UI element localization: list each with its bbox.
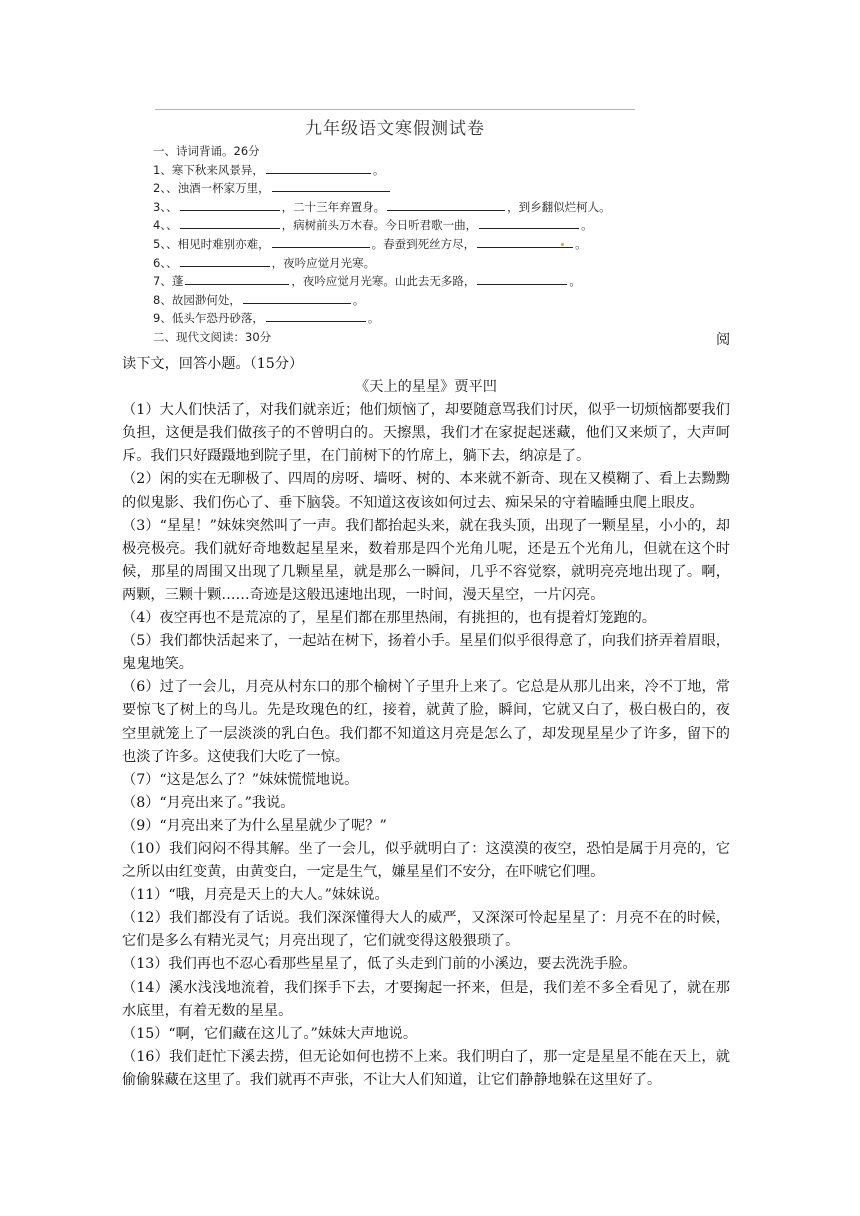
reading-intro: 读下文，回答小题。（15分）: [122, 356, 304, 372]
question-1: 1、寒下秋来风景异， 。: [153, 162, 385, 177]
paragraph: （13）我们再也不忍心看那些星星了，低了头走到门前的小溪边，要去洗洗手脸。: [122, 956, 637, 973]
question-6: 6、、 ，夜吟应觉月光寒。: [153, 255, 376, 270]
section2-heading-line: [153, 328, 753, 347]
section2-right-char: 阅: [716, 332, 731, 348]
passage-title: 《天上的星星》贾平凹: [355, 379, 497, 396]
section1-heading: 一、诗词背诵。26分: [153, 144, 260, 158]
question-7: 7、蓬 ，夜吟应觉月光寒。山此去无多路， 。: [153, 274, 581, 289]
paragraph: （12）我们都没有了话说。我们深深懂得大人的威严，又深深可怜起星星了：月亮不在的时候，它们是多么有精光灵气；月亮出现了，它们就变得这般猥琐了。: [122, 910, 730, 950]
header-rule: [155, 109, 635, 110]
answer-blank[interactable]: [180, 216, 280, 229]
question-8: 8、故园渺何处， 。: [153, 292, 365, 307]
question-2: 2、、浊酒一杯家万里，: [153, 179, 753, 198]
paragraph: （7）“这是怎么了？”妹妹慌慌地说。: [122, 771, 359, 788]
paragraph: （9）“月亮出来了为什么星星就少了呢？”: [122, 817, 387, 834]
answer-blank[interactable]: [185, 272, 289, 285]
section2-heading: 二、现代文阅读：30分: [153, 329, 272, 344]
paragraph: （6）过了一会儿，月亮从村东口的那个榆树丫子里升上来了。它总是从那儿出来，冷不丁地，常要惊飞了树上的鸟儿。先是玫瑰色的红，接着，就黄了脸，瞬间，它就又白了，极白极白的，夜空里就笼上了一层淡淡的乳白色。我们都不知道这月亮是怎么了，却发现星星少了许多，留下的也淡了许多。这使我们大吃了一惊。: [122, 679, 730, 765]
paragraph: （1）大人们快活了，对我们就亲近；他们烦恼了，却要随意骂我们讨厌，似乎一切烦恼都要我们负担，这便是我们做孩子的不曾明白的。天擦黑，我们才在家捉起迷藏，他们又来烦了，大声呵斥。我们只好蹑蹑地到院子里，在门前树下的竹席上，躺下去，纳凉是了。: [122, 402, 730, 465]
page-title: 九年级语文寒假测试卷: [305, 119, 485, 139]
answer-blank[interactable]: [180, 254, 270, 267]
poetry-section: [153, 142, 753, 347]
answer-blank[interactable]: [243, 291, 351, 304]
paragraph: （10）我们闷闷不得其解。坐了一会儿，似乎就明白了：这漠漠的夜空，恐怕是属于月亮的，它之所以由红变黄，由黄变白，一定是生气，嫌星星们不安分，在吓唬它们哩。: [122, 840, 730, 881]
answer-blank[interactable]: [272, 235, 370, 248]
answer-blank[interactable]: [272, 179, 390, 192]
paragraph: （14）溪水浅浅地流着，我们探手下去，才要掬起一抔来，但是，我们差不多全看见了，就在那水底里，有着无数的星星。: [122, 979, 730, 1019]
answer-blank[interactable]: [266, 309, 366, 322]
question-4: 4、、 ，病树前头万木春。今日听君歌一曲， 。: [153, 218, 593, 233]
answer-blank[interactable]: [477, 235, 573, 248]
paragraph: （15）“啊，它们藏在这儿了。”妹妹大声地说。: [122, 1025, 418, 1042]
paragraph: （16）我们赶忙下溪去捞，但无论如何也捞不上来。我们明白了，那一定是星星不能在天上，就偷偷躲藏在这里了。我们就再不声张，不让大人们知道，让它们静静地躲在这里好了。: [122, 1048, 730, 1088]
question-9: 9、低头乍恐丹砂落， 。: [153, 311, 380, 326]
question-3: 3、、 ，二十三年弃置身。 ，到乡翻似烂柯人。: [153, 199, 611, 214]
reading-passage: [122, 353, 730, 1092]
question-5: 5、、相见时难别亦难， 。春蚕到死丝方尽， 。: [153, 236, 587, 251]
answer-blank[interactable]: [477, 272, 567, 285]
answer-blank[interactable]: [180, 198, 280, 211]
answer-blank[interactable]: [479, 216, 579, 229]
paragraph: （3）“星星！”妹妹突然叫了一声。我们都抬起头来，就在我头顶，出现了一颗星星，小小的，却极亮极亮。我们就好奇地数起星星来，数着那是四个光角儿呢，还是五个光角儿，但就在这个时候，那星的周围又出现了几颗星星，就是那么一瞬间，几乎不容觉察，就明亮亮地出现了。啊，两颗，三颗十颗……奇迹是这般迅速地出现，一时间，漫天星空，一片闪亮。: [122, 517, 730, 603]
paragraph: （8）“月亮出来了。”我说。: [122, 794, 295, 811]
answer-blank[interactable]: [387, 198, 505, 211]
answer-blank[interactable]: [266, 161, 371, 174]
paragraph: （11）“哦，月亮是天上的大人。”妹妹说。: [122, 887, 389, 904]
paragraph: （4）夜空再也不是荒凉的了，星星们都在那里热闹，有挑担的，也有提着灯笼跑的。: [122, 610, 656, 627]
paragraph: （2）闲的实在无聊极了、四周的房呀、墙呀、树的、本来就不新奇、现在又模糊了、看上去黝黝的似鬼影、我们伤心了、垂下脑袋。不知道这夜该如何过去、痴呆呆的守着瞌睡虫爬上眼皮。: [122, 471, 730, 511]
paragraph: （5）我们都快活起来了，一起站在树下，扬着小手。星星们似乎很得意了，向我们挤弄着眉眼，鬼鬼地笑。: [122, 633, 730, 673]
